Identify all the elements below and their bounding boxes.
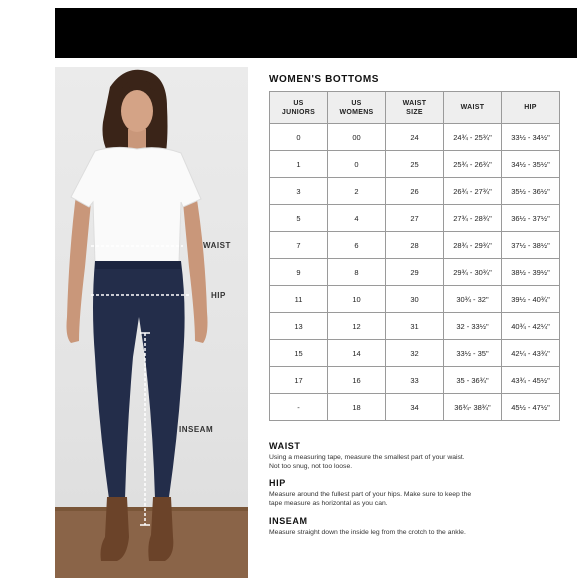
cell-waist-size: 34 <box>386 394 444 421</box>
col-header-us-juniors: US JUNIORS <box>270 92 328 124</box>
cell-us-juniors: - <box>270 394 328 421</box>
table-row <box>270 205 560 232</box>
cell-us-womens: 14 <box>328 340 386 367</box>
col-header-us-womens: US WOMENS <box>328 92 386 124</box>
left-arm <box>67 187 92 343</box>
model-illustration <box>55 67 248 578</box>
top-black-banner <box>55 8 577 58</box>
waist-instruction <box>269 441 569 471</box>
dark-jeans <box>93 261 185 499</box>
cell-us-womens: 16 <box>328 367 386 394</box>
col-header-hip: HIP <box>502 92 560 124</box>
cell-waist-size: 32 <box>386 340 444 367</box>
table-row <box>270 259 560 286</box>
table-row <box>270 367 560 394</box>
hip-label: HIP <box>211 291 226 300</box>
table-row <box>270 313 560 340</box>
cell-hip: 36½ - 37½" <box>502 205 560 232</box>
cell-us-juniors: 3 <box>270 178 328 205</box>
inseam-instruction <box>269 516 569 537</box>
cell-us-womens: 00 <box>328 124 386 151</box>
cell-us-juniors: 15 <box>270 340 328 367</box>
cell-us-juniors: 13 <box>270 313 328 340</box>
right-arm <box>183 187 208 343</box>
size-table <box>269 91 560 421</box>
cell-waist-size: 29 <box>386 259 444 286</box>
cell-us-womens: 18 <box>328 394 386 421</box>
table-row <box>270 178 560 205</box>
cell-waist: 32 - 33½" <box>444 313 502 340</box>
cell-hip: 38½ - 39½" <box>502 259 560 286</box>
face <box>121 90 153 132</box>
cell-hip: 34½ - 35½" <box>502 151 560 178</box>
cell-waist: 35 - 36¾" <box>444 367 502 394</box>
cell-waist-size: 33 <box>386 367 444 394</box>
model-photo <box>55 67 248 578</box>
cell-waist: 28¾ - 29¾" <box>444 232 502 259</box>
hip-text: Measure around the fullest part of your hips. Make sure to keep the tape measure as horizontal as you can. <box>269 491 472 507</box>
cell-waist-size: 30 <box>386 286 444 313</box>
right-boot <box>148 497 173 561</box>
inseam-heading: INSEAM <box>269 516 308 526</box>
cell-us-juniors: 17 <box>270 367 328 394</box>
cell-us-juniors: 0 <box>270 124 328 151</box>
cell-waist: 25¾ - 26¾" <box>444 151 502 178</box>
cell-us-womens: 2 <box>328 178 386 205</box>
cell-us-juniors: 7 <box>270 232 328 259</box>
inseam-label: INSEAM <box>179 425 214 434</box>
cell-us-juniors: 11 <box>270 286 328 313</box>
cell-us-womens: 12 <box>328 313 386 340</box>
cell-hip: 39½ - 40¾" <box>502 286 560 313</box>
cell-waist: 29¾ - 30¾" <box>444 259 502 286</box>
waist-heading: WAIST <box>269 441 301 451</box>
cell-hip: 40¾ - 42¼" <box>502 313 560 340</box>
cell-waist: 33½ - 35" <box>444 340 502 367</box>
cell-hip: 42¼ - 43¾" <box>502 340 560 367</box>
cell-waist-size: 27 <box>386 205 444 232</box>
cell-waist: 26¾ - 27¾" <box>444 178 502 205</box>
hip-instruction <box>269 478 569 508</box>
cell-hip: 37½ - 38½" <box>502 232 560 259</box>
cell-waist-size: 25 <box>386 151 444 178</box>
cell-us-juniors: 9 <box>270 259 328 286</box>
cell-waist-size: 28 <box>386 232 444 259</box>
waist-text: Using a measuring tape, measure the smallest part of your waist. Not too snug, not too loose. <box>269 454 465 470</box>
cell-us-womens: 10 <box>328 286 386 313</box>
cell-waist: 30¾ - 32" <box>444 286 502 313</box>
waist-label: WAIST <box>203 241 231 250</box>
cell-waist: 36¾- 38¾" <box>444 394 502 421</box>
table-row <box>270 394 560 421</box>
cell-waist-size: 31 <box>386 313 444 340</box>
cell-us-juniors: 5 <box>270 205 328 232</box>
table-row <box>270 232 560 259</box>
cell-waist: 24¾ - 25¾" <box>444 124 502 151</box>
table-row <box>270 286 560 313</box>
cell-us-juniors: 1 <box>270 151 328 178</box>
cell-waist: 27¾ - 28¾" <box>444 205 502 232</box>
cell-hip: 33½ - 34½" <box>502 124 560 151</box>
chart-title: WOMEN'S BOTTOMS <box>269 74 380 85</box>
cell-us-womens: 4 <box>328 205 386 232</box>
table-row <box>270 124 560 151</box>
cell-hip: 43¾ - 45½" <box>502 367 560 394</box>
col-header-waist: WAIST <box>444 92 502 124</box>
cell-us-womens: 6 <box>328 232 386 259</box>
cell-hip: 45½ - 47½" <box>502 394 560 421</box>
table-header-row <box>270 92 560 124</box>
inseam-text: Measure straight down the inside leg from the crotch to the ankle. <box>269 529 466 536</box>
cell-us-womens: 0 <box>328 151 386 178</box>
hip-heading: HIP <box>269 478 286 488</box>
cell-waist-size: 24 <box>386 124 444 151</box>
cell-us-womens: 8 <box>328 259 386 286</box>
col-header-waist-size: WAIST SIZE <box>386 92 444 124</box>
table-row <box>270 340 560 367</box>
cell-hip: 35½ - 36½" <box>502 178 560 205</box>
table-row <box>270 151 560 178</box>
cell-waist-size: 26 <box>386 178 444 205</box>
